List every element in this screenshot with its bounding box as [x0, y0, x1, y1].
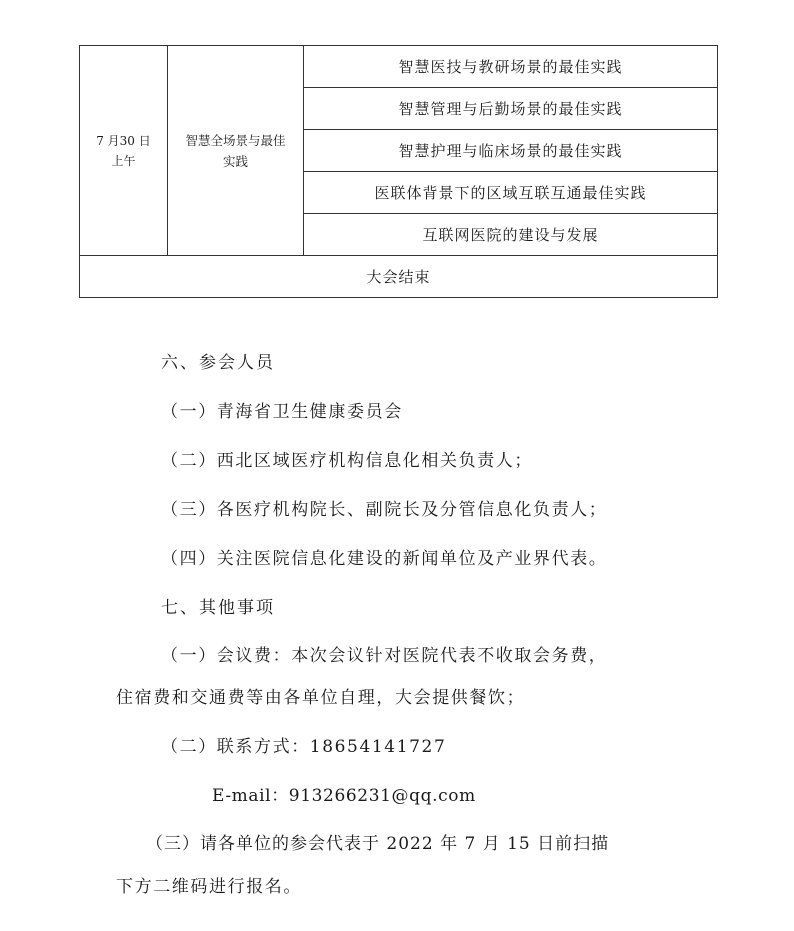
section-heading-attendees: 六、参会人员: [161, 353, 275, 373]
section-heading-other: 七、其他事项: [161, 598, 275, 618]
topic-cell: 互联网医院的建设与发展: [304, 214, 718, 256]
schedule-row: [80, 46, 718, 88]
closing-cell: 大会结束: [80, 256, 718, 298]
schedule-table: [79, 45, 718, 298]
topic-cell: 医联体背景下的区域互联互通最佳实践: [304, 172, 718, 214]
attendee-item: （四）关注医院信息化建设的新闻单位及产业界代表。: [161, 549, 608, 569]
session-line: 上午: [111, 153, 136, 168]
closing-row: [80, 256, 718, 298]
register-paragraph-line: 下方二维码进行报名。: [116, 877, 302, 897]
theme-line: 实践: [222, 153, 248, 169]
fee-paragraph-line: （一）会议费：本次会议针对医院代表不收取会务费，: [161, 646, 608, 666]
topic-cell: 智慧医技与教研场景的最佳实践: [304, 46, 718, 88]
attendee-item: （三）各医疗机构院长、副院长及分管信息化负责人；: [161, 500, 608, 520]
date-cell: [80, 46, 168, 256]
attendee-item: （一）青海省卫生健康委员会: [161, 402, 403, 422]
email-line: E-mail：913266231@qq.com: [212, 786, 476, 806]
topic-cell: 智慧护理与临床场景的最佳实践: [304, 130, 718, 172]
contact-line: （二）联系方式：18654141727: [161, 737, 447, 757]
topic-cell: 智慧管理与后勤场景的最佳实践: [304, 88, 718, 130]
attendee-item: （二）西北区域医疗机构信息化相关负责人；: [161, 451, 533, 471]
theme-line: 智慧全场景与最佳: [185, 132, 286, 148]
fee-paragraph-line: 住宿费和交通费等由各单位自理，大会提供餐饮；: [116, 688, 526, 708]
theme-cell: [168, 46, 304, 256]
register-paragraph-line: （三）请各单位的参会代表于 2022 年 7 月 15 日前扫描: [146, 834, 610, 854]
date-line: 7 月30 日: [96, 133, 151, 148]
